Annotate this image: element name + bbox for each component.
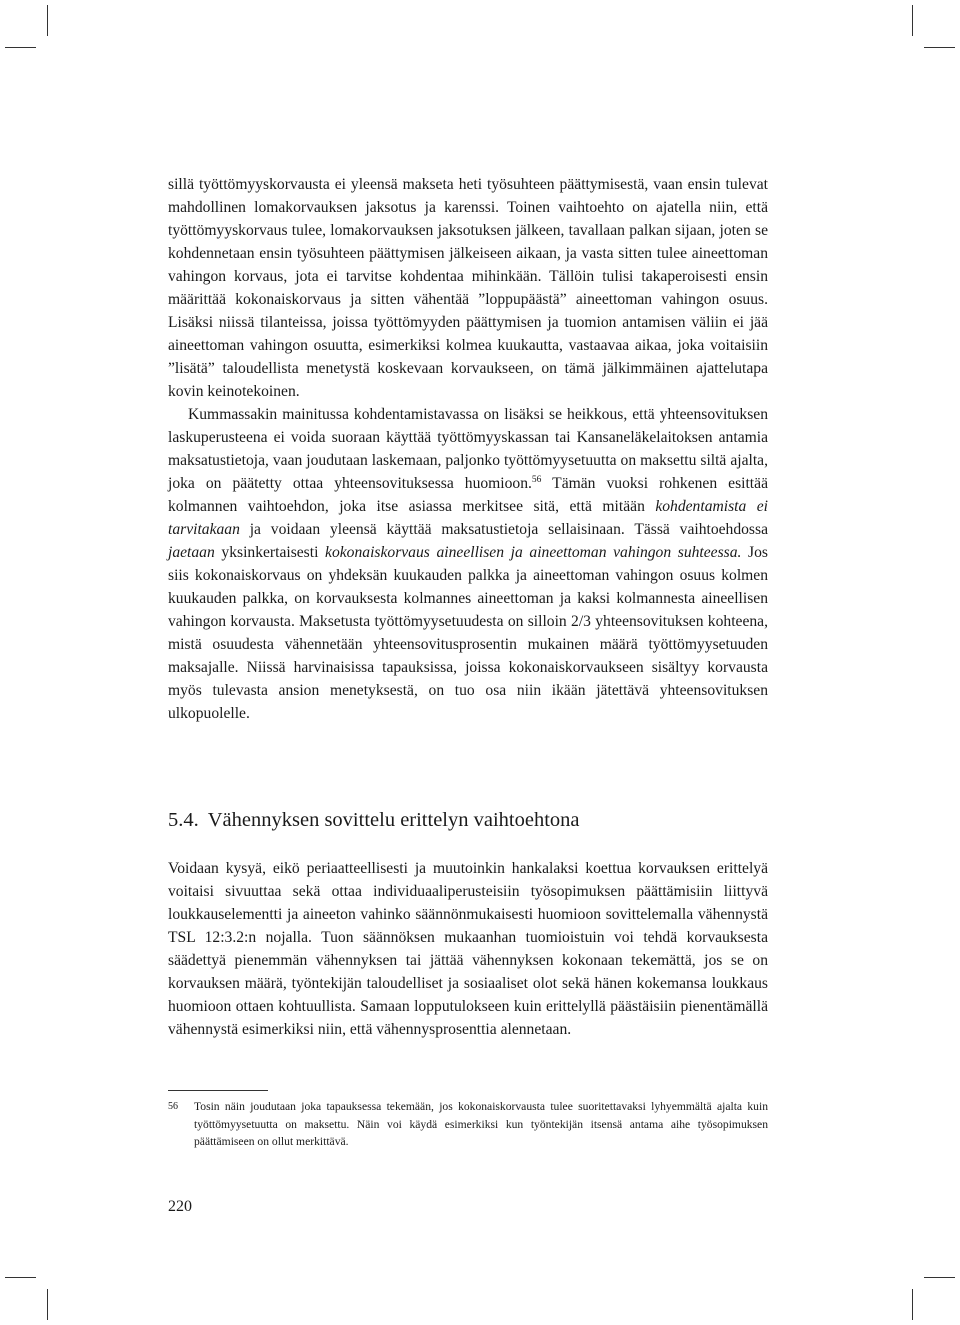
text-run: ja voidaan yleensä käyttää maksatustietoja sellaisinaan. Tässä vaihtoehdossa: [239, 521, 768, 538]
paragraph: [168, 403, 768, 725]
footnote-rule: [168, 1090, 268, 1091]
text-run: Tämän vuoksi rohkenen esittää kolmannen vaihtoehdon, joka itse asiassa merkitsee sitä, että mitään: [168, 475, 768, 515]
text-run: Jos siis kokonaiskorvaus on yhdeksän kuukauden palkka ja aineettoman vahingon osuus kolmen kuukauden palkka, on korvauksesta kolmannes aineettoman ja kaksi kolmannesta aineellisen vahingon korvausta. Maksetusta työttömyysetuudesta on silloin 2/3 yhteensovituksen kohteena, mistä osuudesta vähennetään yhteensovitusprosentin mukainen määrä työttömyysetuuden maksajalle. Niissä harvinaisissa tapauksissa, joissa kokonaiskorvaukseen sisältyy korvausta myös tulevasta ansion menetyksestä, on tuo osa niin ikään jätettävä yhteensovituksen ulkopuolelle.: [168, 544, 768, 722]
italic-text: jaetaan: [168, 544, 215, 561]
page-number: 220: [168, 1198, 192, 1215]
crop-mark-top-right-h: [924, 47, 955, 48]
section-number: 5.4.: [168, 809, 199, 831]
crop-mark-bottom-right-h: [924, 1277, 955, 1278]
crop-mark-bottom-right-v: [912, 1289, 913, 1320]
footnote: [168, 1098, 768, 1151]
crop-mark-bottom-left-h: [5, 1277, 36, 1278]
crop-mark-top-left-v: [47, 5, 48, 36]
text-run: yksinkertaisesti: [214, 544, 326, 561]
footnote-marker: 56: [168, 1101, 178, 1112]
paragraph: [168, 857, 768, 1041]
crop-mark-top-right-v: [912, 5, 913, 36]
crop-mark-bottom-left-v: [47, 1289, 48, 1320]
footnote-reference: 56: [531, 475, 542, 485]
text-run: sillä työttömyyskorvausta ei yleensä makseta heti työsuhteen päättymisestä, vaan ensin tulevat mahdollinen lomakorvauksen jaksotus ja karenssi. Toinen vaihtoehto on ajatella niin, että työttömyyskorvaus tulee, lomakorvauksen jaksotuksen jälkeen, tavallaan palkan sijaan, joten se kohdennetaan ensin työsuhteen päättymisen jälkeiseen aikaan, ja vasta sitten tulee aineettoman vahingon korvaus, jota ei tarvitse kohdentaa mihinkään. Tällöin tulisi takaperoisesti ensin määrittää kokonaiskorvaus ja sitten vähentää ”loppupäästä” aineettoman vahingon osuus. Lisäksi niissä tilanteissa, joissa työttömyyden päättymisen ja tuomion antamisen väliin ei jää aineettoman vahingon osuutta, esimerkiksi kolmea kuukautta, vastaavaa aikaa, joka voitaisiin ”lisätä” taloudellista menetystä koskevaan korvaukseen, on tämä jälkimmäinen ajattelutapa kovin keinotekoinen.: [168, 176, 768, 400]
italic-text: kohdentamista ei tarvitakaan: [168, 498, 768, 538]
body-text-bottom: [168, 857, 768, 1041]
crop-mark-top-left-h: [5, 47, 36, 48]
body-text-top: [168, 173, 768, 725]
footnote-text: Tosin näin joudutaan joka tapauksessa tekemään, jos kokonaiskorvausta tulee suoritettavaksi lyhyemmältä ajalta kuin työttömyysetuutta on maksettu. Näin voi käydä esimerkiksi kun työntekijän itsensä antama aihe työsopimuksen päättämiseen on ollut merkittävä.: [194, 1100, 768, 1148]
section-heading: [168, 809, 580, 832]
section-title: Vähennyksen sovittelu erittelyn vaihtoehtona: [207, 809, 580, 831]
text-run: Voidaan kysyä, eikö periaatteellisesti ja muutoinkin hankalaksi koettua korvauksen erittelyä voitaisi sivuuttaa sekä ottaa individuaaliperusteisiin työsopimuksen päättämisiin liittyvä loukkauselementti ja aineeton vahinko säännönmukaisesti huomioon sovittelemalla vähennystä TSL 12:3.2:n nojalla. Tuon säännöksen mukaanhan tuomioistuin voi tehdä korvauksesta säädettyä pienemmän vähennyksen tai jättää vähennyksen kokonaan tekemättä, jos se on korvauksen määrä, työntekijän taloudelliset ja sosiaaliset olot sekä hänen kokemansa loukkaus huomioon ottaen kohtuullista. Samaan lopputulokseen kuin erittelyllä päästäisiin pienentämällä vähennystä esimerkiksi niin, että vähennysprosenttia alennetaan.: [168, 860, 768, 1038]
text-run: Kummassakin mainitussa kohdentamistavassa on lisäksi se heikkous, että yhteensovituksen laskuperusteena ei voida suoraan käyttää työttömyyskassan tai Kansaneläkelaitoksen antamia maksatustietoja, vaan joudutaan laskemaan, paljonko työttömyysetuutta on maksettu siltä ajalta, joka on päätetty ottaa yhteensovituksessa huomioon.: [168, 406, 768, 492]
paragraph: [168, 173, 768, 403]
italic-text: kokonaiskorvaus aineellisen ja aineettoman vahingon suhteessa.: [325, 544, 742, 561]
